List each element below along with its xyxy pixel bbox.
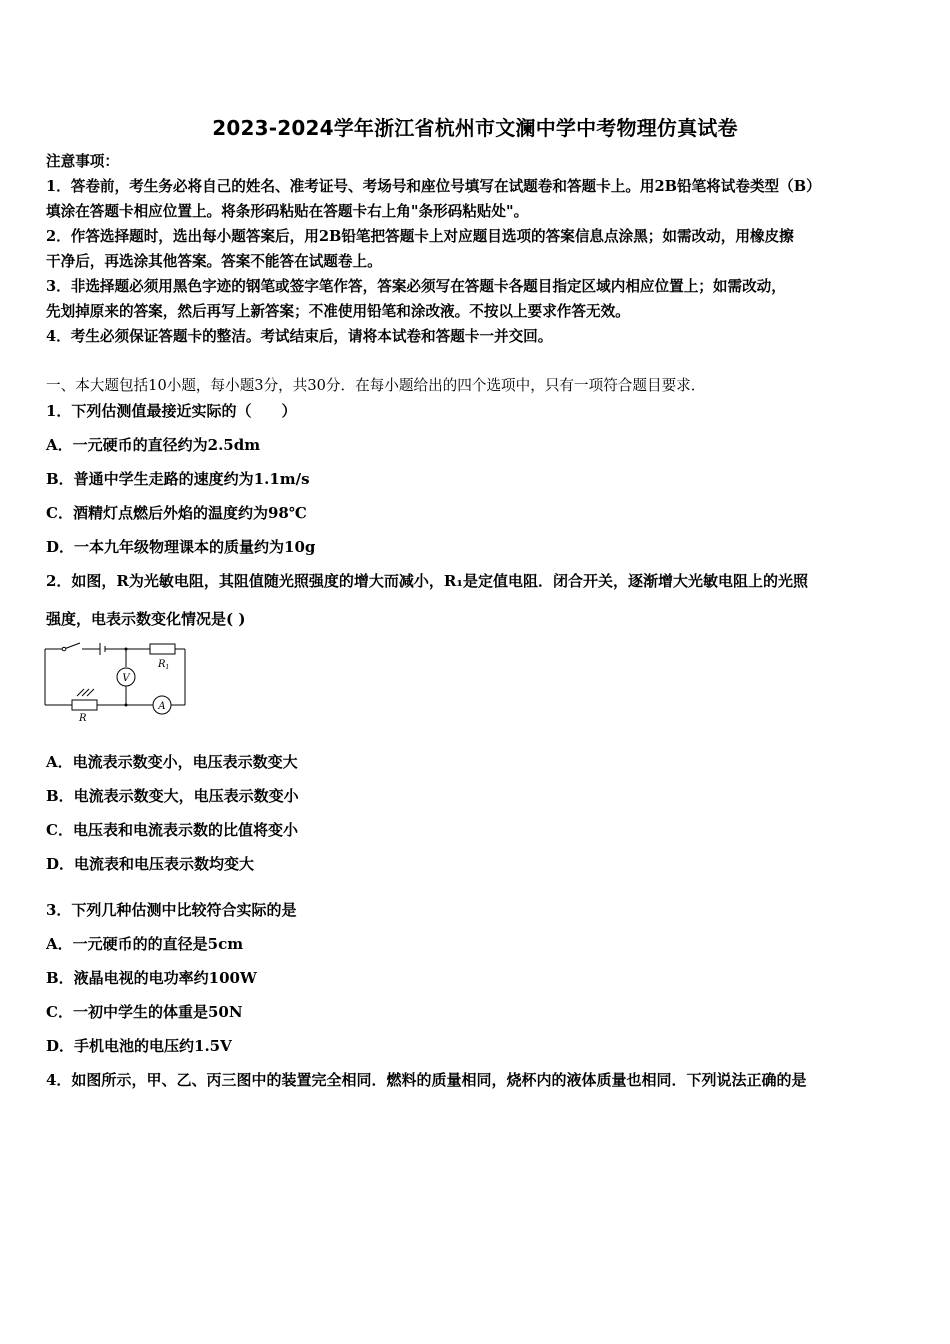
question-stem-cont: 强度，电表示数变化情况是( ) [46,610,246,628]
option-a: A．一元硬币的的直径是5cm [46,935,244,953]
notice-line: 4．考生必须保证答题卡的整洁。考试结束后，请将本试卷和答题卡一并交回。 [46,328,553,345]
r1-label: $R_1$ [158,659,170,671]
switch-blade [64,643,80,649]
option-b: B．电流表示数变大，电压表示数变小 [46,787,299,805]
option-d: D．电流表和电压表示数均变大 [46,855,255,873]
resistor-r1 [150,644,175,654]
notice-line: 3．非选择题必须用黑色字迹的钢笔或签字笔作答，答案必须写在答题卡各题目指定区域内相应位置上；如需改动， [46,278,786,295]
ammeter-label: A [158,701,166,712]
r-label: R [79,713,87,724]
question-stem: 3．下列几种估测中比较符合实际的是 [46,901,297,919]
option-d: D．手机电池的电压约1.5V [46,1037,232,1055]
junction-dot [125,704,128,707]
notice-line: 先划掉原来的答案，然后再写上新答案；不准使用铅笔和涂改液。不按以上要求作答无效。 [46,303,630,320]
junction-dot [125,648,128,651]
question-stem: 2．如图，R为光敏电阻，其阻值随光照强度的增大而减小，R₁是定值电阻．闭合开关，逐渐增大光敏电阻上的光照 [46,572,808,590]
page-title: 2023-2024学年浙江省杭州市文澜中学中考物理仿真试卷 [212,116,738,140]
notice-line: 2．作答选择题时，选出每小题答案后，用2B铅笔把答题卡上对应题目选项的答案信息点涂黑；如需改动，用橡皮擦 [46,228,794,245]
voltmeter-label: V [122,673,130,684]
notice-line: 干净后，再选涂其他答案。答案不能答在试题卷上。 [46,253,382,270]
option-a: A．一元硬币的直径约为2.5dm [46,436,261,454]
section-heading: 一、本大题包括10小题，每小题3分，共30分．在每小题给出的四个选项中，只有一项符合题目要求． [46,377,706,394]
option-d: D．一本九年级物理课本的质量约为10g [46,538,316,556]
option-c: C．酒精灯点燃后外焰的温度约为98℃ [46,504,307,522]
option-a: A．电流表示数变小，电压表示数变大 [46,753,298,771]
notice-heading: 注意事项： [46,153,119,170]
option-b: B．液晶电视的电功率约100W [46,969,257,987]
switch-contact [62,647,66,651]
option-b: B．普通中学生走路的速度约为1.1m/s [46,470,310,488]
notice-line: 填涂在答题卡相应位置上。将条形码粘贴在答题卡右上角"条形码粘贴处"。 [46,203,529,220]
circuit-diagram [40,638,190,724]
option-c: C．电压表和电流表示数的比值将变小 [46,821,298,839]
option-c: C．一初中学生的体重是50N [46,1003,243,1021]
notice-line: 1．答卷前，考生务必将自己的姓名、准考证号、考场号和座位号填写在试题卷和答题卡上。用2B铅笔将试卷类型（B） [46,178,821,195]
photoresistor-r [72,700,97,710]
question-stem: 1．下列估测值最接近实际的（ ） [46,402,297,420]
question-stem: 4．如图所示，甲、乙、丙三图中的装置完全相同．燃料的质量相同，烧杯内的液体质量也相同．下列说法正确的是 [46,1071,807,1089]
